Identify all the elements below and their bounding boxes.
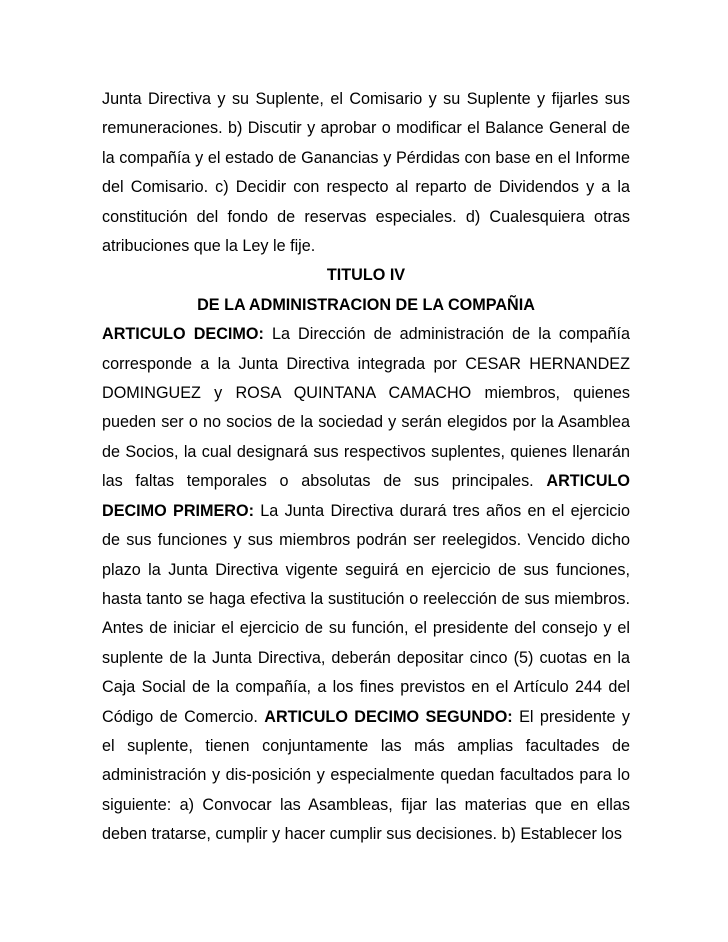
document-page bbox=[102, 85, 630, 850]
article-10-text: La Dirección de administración de la compañía corresponde a la Junta Directiva integrada por CESAR HERNANDEZ DOMINGUEZ y ROSA QUINTANA CAMACHO miembros, quienes pueden ser o no socios de la sociedad y serán elegidos por la Asamblea de Socios, la cual designará sus respectivos suplentes, quienes llenarán las faltas temporales o absolutas de sus principales. bbox=[102, 325, 630, 491]
section-subtitle: DE LA ADMINISTRACION DE LA COMPAÑIA bbox=[197, 295, 535, 314]
paragraph-asamblea-atribuciones bbox=[102, 85, 630, 261]
article-11-label: ARTICULO DECIMO PRIMERO: bbox=[102, 472, 631, 520]
paragraph-text: Junta Directiva y su Suplente, el Comisario y su Suplente y fijarles sus remuneraciones. b) Discutir y aprobar o modificar el Balance General de la compañía y el estado de Ganancias y Pérdidas con base en el Informe del Comisario. c) Decidir con respecto al reparto de Dividendos y a la constitución del fondo de reservas especiales. d) Cualesquiera otras atribuciones que la Ley le fije. bbox=[102, 90, 630, 256]
article-11-text: La Junta Directiva durará tres años en el ejercicio de sus funciones y sus miembros podrán ser reelegidos. Vencido dicho plazo la Junta Directiva vigente seguirá en ejercicio de sus funciones, hasta tanto se haga efectiva la sustitución o reelección de sus miembros. Antes de iniciar el ejercicio de su función, el presidente del consejo y el suplente de la Junta Directiva, deberán depositar cinco (5) cuotas en la Caja Social de la compañía, a los fines previstos en el Artículo 244 del Código de Comercio. bbox=[102, 501, 631, 726]
article-12-text: El presidente y el suplente, tienen conjuntamente las más amplias facultades de administración y dis-posición y especialmente quedan facultados para lo siguiente: a) Convocar las Asambleas, fijar las materias que en ellas deben tratarse, cumplir y hacer cumplir sus decisiones. b) Establecer los bbox=[102, 707, 630, 844]
section-title: TITULO IV bbox=[326, 266, 406, 285]
article-10-label: ARTICULO DECIMO: bbox=[102, 325, 264, 344]
paragraph-articles bbox=[102, 320, 630, 849]
article-12-label: ARTICULO DECIMO SEGUNDO: bbox=[264, 707, 513, 726]
